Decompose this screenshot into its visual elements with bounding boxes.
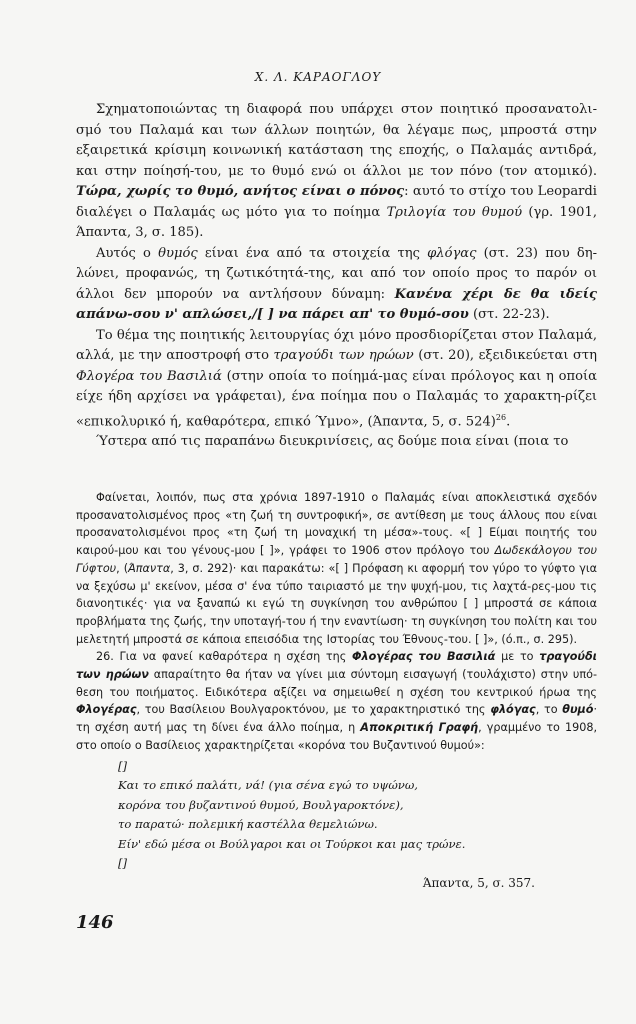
footnotes <box>76 489 597 893</box>
paragraph-2: Αυτός ο θυμός είναι ένα από τα στοιχεία της φλόγας (στ. 23) που δη-λώνει, προφανώς, τη ζωτικότητά-της, και από τον οποίο προς το παρόν οι άλλοι δεν μπορούν να αντλήσουν δύναμη: Κανένα χέρι δε θα ιδείς απάνω-σου ν' απλώσει,/[ ] να πάρει απ' το θυμό-σου (στ. 22-23). <box>76 245 597 322</box>
footnote-continued: Φαίνεται, λοιπόν, πως στα χρόνια 1897-1910 ο Παλαμάς είναι αποκλειστικά σχεδόν προσανατολισμένος προς «τη ζωή τη συντροφική», σε αντίθεση με τους άλλους που είναι προσανατολισμένοι προς «τη ζωή τη μοναχική τη μέσα»-τους. «[ ] Είμαι ποιητής του καιρού-μου και του γένους-μου [ ]», γράφει το 1906 στον πρόλογο του Δωδεκάλογου του Γύφτου, (Άπαντα, 3, σ. 292)· και παρακάτω: «[ ] Πρόφαση κι αφορμή τον γύρο το γύφτο για να ξεχύσω μ' εκείνον, μέσα σ' ένα τύπο ταιριαστό με την ψυχή-μου, τις λαχτά-ρες-μου τις διανοητικές· για να ξαναπώ κι εγώ τη συγκίνηση του ανθρώπου [ ] μπροστά σε κάποια προβλήματα της ζωής, την υποταγή-του ή την εναντίωση· τη συγκίνηση του πολίτη και του μελετητή μπροστά σε κάποια επεισόδια της Ιστορίας του Έθνους-του. [ ]», (ό.π., σ. 295). <box>76 491 597 646</box>
poem-line: το παρατώ· πολεμική καστέλλα θεμελιώνω. <box>118 817 378 832</box>
poem-line: Είν' εδώ μέσα οι Βούλγαροι και οι Τούρκοι και μας τρώνε. <box>118 836 466 851</box>
poem-line: [] <box>118 758 128 773</box>
quoted-poem <box>118 757 597 874</box>
footnote-ref-26[interactable]: 26 <box>495 412 507 422</box>
poem-source: Άπαντα, 5, σ. 357. <box>422 875 535 890</box>
poem-line: [] <box>118 856 128 871</box>
emphasis-quote: Τώρα, χωρίς το θυμό, ανήτος είναι ο πόνος <box>76 184 405 199</box>
poem-title: Τριλογία του θυμού <box>386 204 523 220</box>
paragraph-3: Το θέμα της ποιητικής λειτουργίας όχι μόνο προσδιορίζεται στον Παλαμά, αλλά, με την αποστροφή στο τραγούδι των ηρώων (στ. 20), εξειδικεύεται στη Φλογέρα του Βασιλιά (στην οποία το ποίημά-μας είναι πρόλογος και η οποία είχε ήδη αρχίσει να γράφεται), ένα ποίημα που ο Παλαμάς το χαρακτη-ρίζει «επικολυρικό ή, καθαρότερα, επικό Ύμνο», (Άπαντα, 5, σ. 524)$^{26}$. <box>76 327 598 429</box>
poem-line: κορόνα του βυζαντινού θυμού, Βουλγαροκτόνε), <box>118 797 404 812</box>
main-text <box>76 100 597 453</box>
poem-line: Και το επικό παλάτι, νά! (για σένα εγώ το υψώνω, <box>118 778 418 793</box>
paragraph-4: Ύστερα από τις παραπάνω διευκρινίσεις, ας δούμε ποια είναι (ποια το <box>96 434 569 450</box>
footnote-26: 26. Για να φανεί καθαρότερα η σχέση της Φλογέρας του Βασιλιά με το τραγούδι των ηρώων απαραίτητο θα ήταν να γίνει μια σύντομη εισαγωγή (τουλάχιστο) στην υπό-θεση του ποιήματος. Ειδικότερα αξίζει να σημειωθεί η σχέση του κεντρικού ήρωα της Φλογέρας, του Βασίλειου Βουλγαροκτόνου, με το χαρακτηριστικό της φλόγας, το θυμό· τη σχέση αυτή μας τη δίνει ένα άλλο ποίημα, η Αποκριτική Γραφή, γραμμένο το 1908, στο οποίο ο Βασίλειος χαρακτηρίζεται «κορόνα του Βυζαντινού θυμού»: <box>76 650 598 752</box>
page-number: 146 <box>76 912 114 933</box>
paragraph-1: Σχηματοποιώντας τη διαφορά που υπάρχει στον ποιητικό προσανατολι-σμό του Παλαμά και των άλλων ποιητών, θα λέγαμε πως, μπροστά στην εξαιρετικά κρίσιμη κοινωνική κατάσταση της εποχής, ο Παλαμάς αντιδρά, και στην ποίησή-του, με το θυμό ενώ οι άλλοι με τον πόνο (τον ατομικό). Τώρα, χωρίς το θυμό, ανήτος είναι ο πόνος: αυτό το στίχο του Leopardi διαλέγει ο Παλαμάς ως μότο για το ποίημα Τριλογία του θυμού (γρ. 1901, Άπαντα, 3, σ. 185). <box>76 102 597 240</box>
verse-quote: Κανένα χέρι δε θα ιδείς απάνω-σου ν' απλώσει,/[ ] να πάρει απ' το θυμό-σου <box>76 286 597 322</box>
running-head: Χ. Λ. ΚΑΡΑΟΓΛΟΥ <box>254 70 382 84</box>
